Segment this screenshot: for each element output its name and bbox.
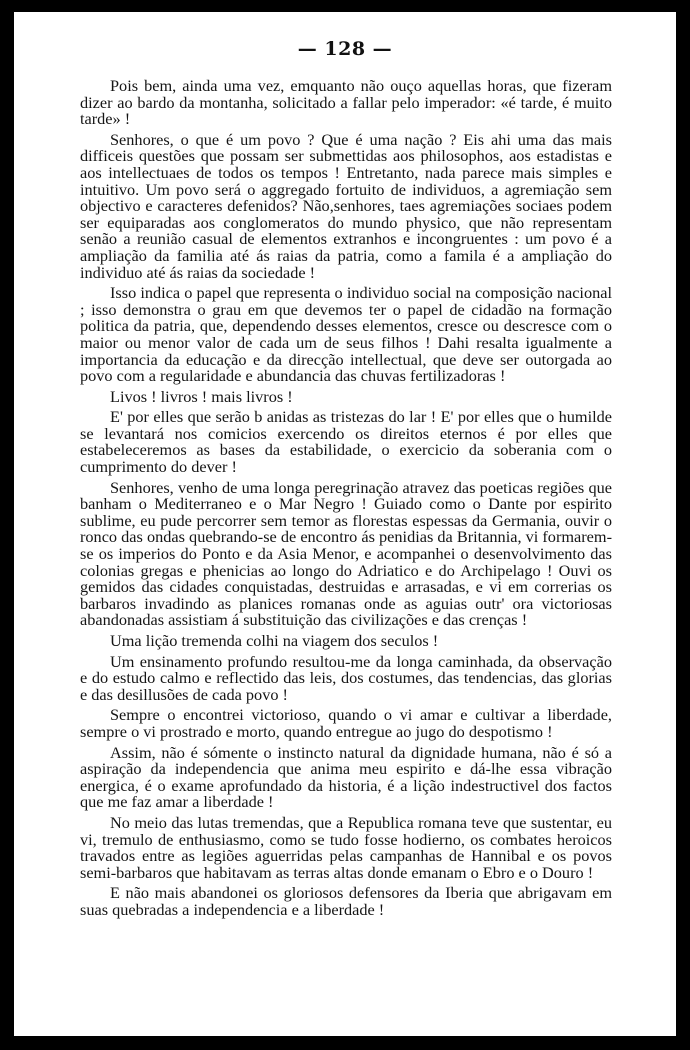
paragraph: E' por elles que serão b anidas as tristezas do lar ! E' por elles que o humilde se levantará nos comicios exercendo os direitos eternos é por elles que estabeleceremos as bases da estabilidade, o exercicio da soberania com o cumprimento do dever ! <box>80 407 612 477</box>
page-body <box>80 78 612 923</box>
paragraph: Livos ! livros ! mais livros ! <box>110 386 293 406</box>
paragraph: Isso indica o papel que representa o individuo social na composição nacional ; isso demonstra o grau em que devemos ter o papel de cidadão na formação politica da patria, que, dependendo desses elementos, cresce ou descresce com o maior ou menor valor de cada um de seus filhos ! Dahi resalta igualmente a importancia da educação e da direcção intellectual, que deve ser outorgada ao povo com a regularidade e abundancia das chuvas fertilizadoras ! <box>80 283 612 386</box>
paragraph: Senhores, o que é um povo ? Que é uma nação ? Eis ahi uma das mais difficeis questões que possam ser submettidas aos philosophos, aos estadistas e aos intellectuaes de todos os tempos ! Entretanto, nada parece mais simples e intuitivo. Um povo será o aggregado fortuito de individuos, a agremiação sem objectivo e caracteres defenidos? Não,senhores, taes agremiações sociaes podem ser equiparadas aos conglomeratos do mundo physico, que não representam senão a reunião casual de elementos extranhos e incongruentes : um povo é a ampliação da familia até ás raias da patria, como a famila é a ampliação do individuo até ás raias da sociedade ! <box>80 129 612 282</box>
paragraph: Uma lição tremenda colhi na viagem dos seculos ! <box>110 631 439 650</box>
page-number: — 128 — <box>297 38 393 60</box>
paragraph: Sempre o encontrei victorioso, quando o vi amar e cultivar a liberdade, sempre o vi prostrado e morto, quando entregue ao jugo do despotismo ! <box>80 705 612 741</box>
book-page <box>14 12 676 1036</box>
paragraph: Pois bem, ainda uma vez, emquanto não ouço aquellas horas, que fizeram dizer ao bardo da montanha, solicitado a fallar pelo imperador: «é tarde, é muito tarde» ! <box>80 76 612 129</box>
paragraph: No meio das lutas tremendas, que a Republica romana teve que sustentar, eu vi, tremulo de enthusiasmo, como se tudo fosse hodierno, os combates heroicos travados entre as legiões aguerridas pelas campanhas de Hannibal e os povos semi-barbaros que habitavam as terras altas donde emanam o Ebro e o Douro ! <box>80 812 612 882</box>
paragraph: Senhores, venho de uma longa peregrinação atravez das poeticas regiões que banham o Mediterraneo e o Mar Negro ! Guiado como o Dante por espirito sublime, eu pude percorrer sem temor as florestas espessas da Germania, ouvir o ronco das ondas quebrando-se de encontro ás penidias da Britannia, vi formarem-se os imperios do Ponto e da Asia Menor, e acompanhei o desenvolvimento das colonias gregas e phenicias ao longo do Adriatico e do Archipelago ! Ouvi os gemidos das cidades conquistadas, destruidas e arrasadas, e vi em correrias os barbaros invadindo as planices romanas onde as aguias outr' ora victoriosas abandonadas assistiam á substituição das civilizações e das crenças ! <box>80 477 612 630</box>
paragraph: E não mais abandonei os gloriosos defensores da Iberia que abrigavam em suas quebradas a independencia e a liberdade ! <box>80 883 612 919</box>
paragraph: Assim, não é sómente o instincto natural da dignidade humana, não é só a aspiração da independencia que anima meu espirito e dá-lhe essa vibração energica, é o exame aprofundado da historia, é a lição indestructivel dos factos que me faz amar a liberdade ! <box>80 742 612 812</box>
paragraph: Um ensinamento profundo resultou-me da longa caminhada, da observação e do estudo calmo e reflectido das leis, dos costumes, das tendencias, das glorias e das desillusões de cada povo ! <box>80 651 612 704</box>
